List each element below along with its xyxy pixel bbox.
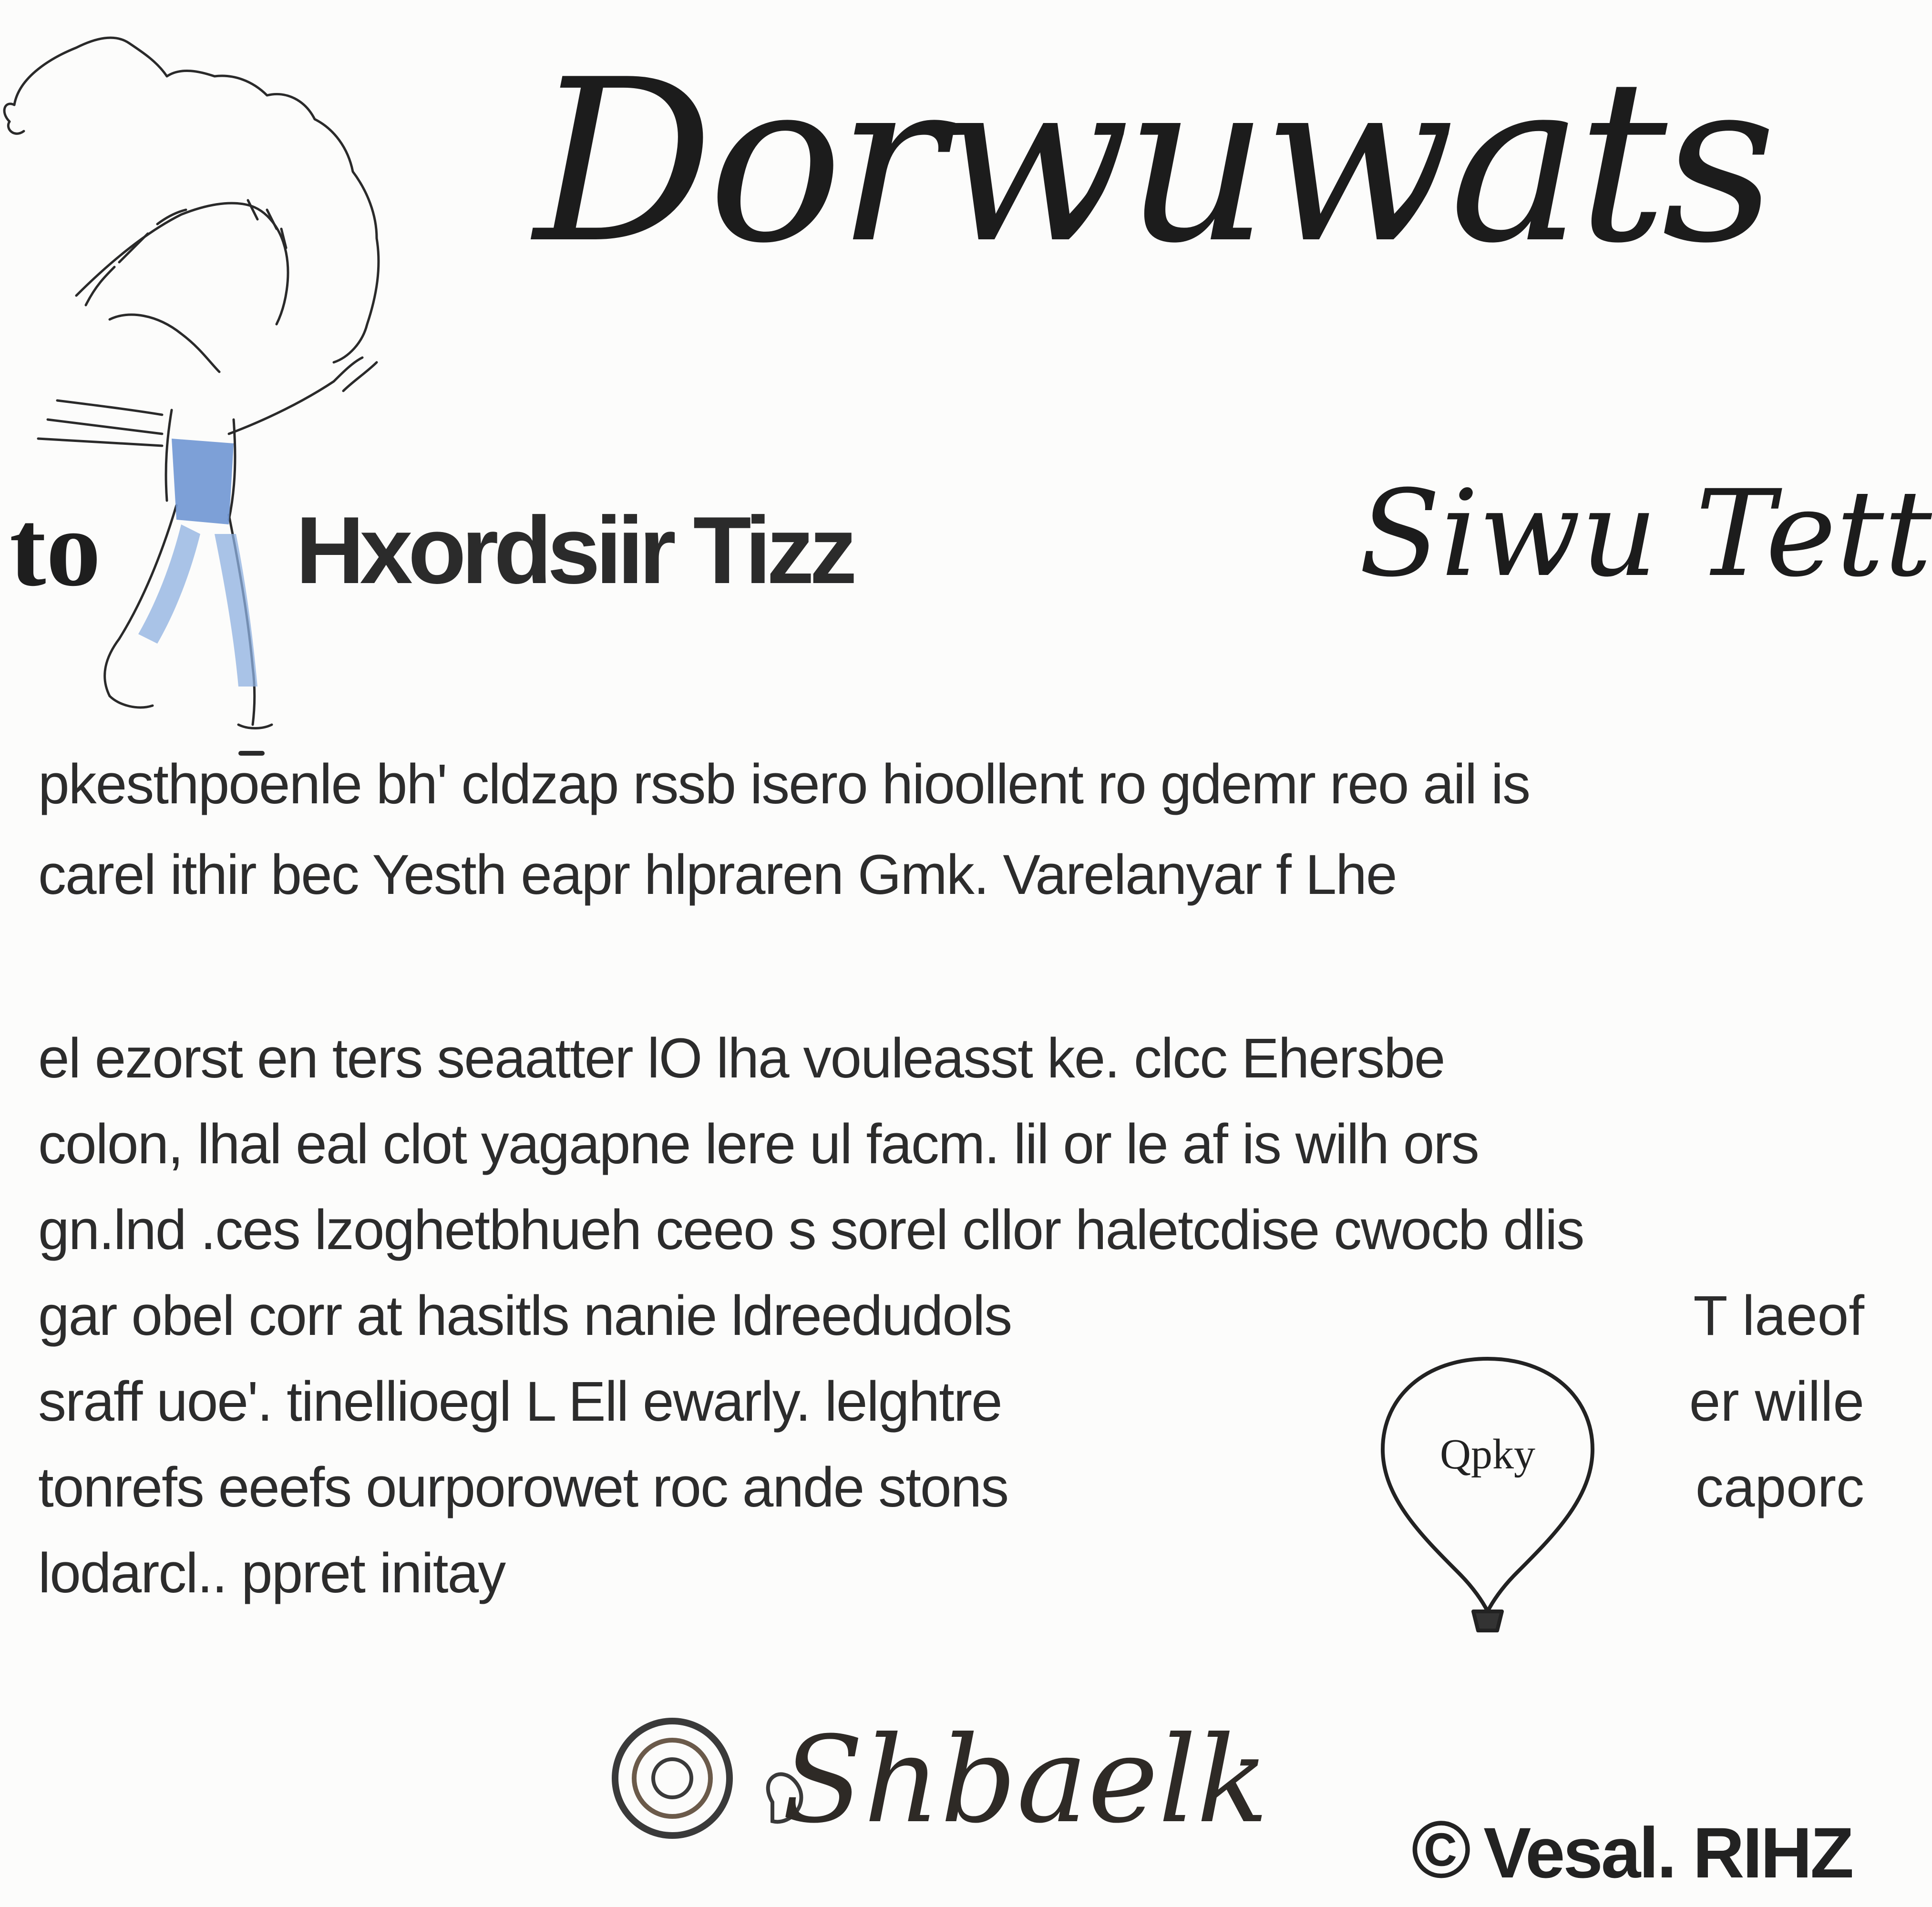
text-line: el ezorst en ters seaatter lO lha vouleasst ke. clcc Ehersbe [38,1027,1445,1090]
text-line: lodarcl.. ppret initay [38,1542,505,1605]
paragraph-1 [38,739,1860,920]
signature-text: Shbaelk [782,1711,1269,1849]
signature [601,1683,1335,1855]
side-text-line: er wille [1689,1370,1864,1433]
copyright-mark [1411,1802,1869,1897]
subtitle-right: Siwu Tett [1359,464,1932,603]
subtitle-prefix: to [10,487,101,609]
text-line: gn.lnd .ces lzoghetbhueh ceeo s sorel cllor haletcdise cwocb dlis [38,1199,1584,1261]
side-text-line: caporc [1695,1456,1864,1519]
text-line: gar obel corr at hasitls nanie ldreedudols [38,1284,1012,1347]
text-line: colon, lhal eal clot yagapne lere ul facm. lil or le af is wilh ors [38,1113,1479,1176]
side-text-line: T laeof [1693,1284,1864,1347]
hot-air-balloon-icon [1364,1344,1612,1650]
copyright-text: Vesal. RIHZ [1483,1813,1852,1893]
copyright-symbol: © [1411,1804,1470,1895]
seal-stamp-icon [615,1721,730,1835]
text-line: pkesthpoenle bh' cldzap rssb isero hioollent ro gdemr reo ail is [38,753,1530,816]
text-line: sraff uoe'. tinellioegl L Ell ewarly. lelghtre [38,1370,1002,1433]
text-line: tonrefs eeefs ourporowet roc ande stons [38,1456,1008,1519]
doodle-figure-icon [0,29,391,744]
subtitle-left: Hxordsiir Tizz [296,497,853,604]
text-line: carel ithir bec Yesth eapr hlpraren Gmk. Varelanyar f Lhe [38,843,1397,906]
balloon-label: Qpky [1440,1431,1535,1478]
page-title: Dorwuwats [534,31,1771,292]
